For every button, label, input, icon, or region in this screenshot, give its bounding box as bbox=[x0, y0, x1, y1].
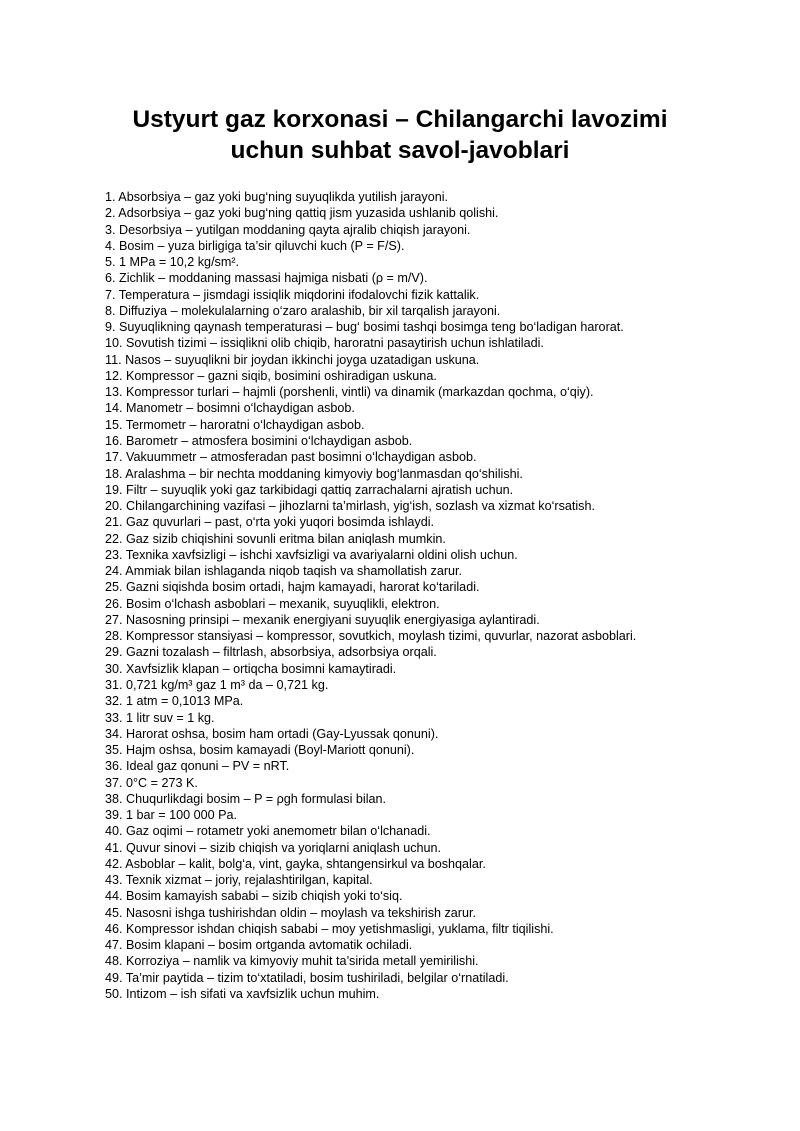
list-item: 46. Kompressor ishdan chiqish sababi – moy yetishmasligi, yuklama, filtr tiqilishi. bbox=[105, 921, 554, 936]
list-item: 37. 0°C = 273 K. bbox=[105, 775, 198, 790]
list-item: 24. Ammiak bilan ishlaganda niqob taqish va shamollatish zarur. bbox=[105, 564, 463, 579]
list-item: 35. Hajm oshsa, bosim kamayadi (Boyl-Mariott qonuni). bbox=[105, 743, 415, 758]
list-item: 40. Gaz oqimi – rotametr yoki anemometr bilan o‘lchanadi. bbox=[105, 824, 431, 839]
list-item: 7. Temperatura – jismdagi issiqlik miqdorini ifodalovchi fizik kattalik. bbox=[105, 287, 480, 302]
list-item: 26. Bosim o‘lchash asboblari – mexanik, suyuqlikli, elektron. bbox=[105, 596, 440, 611]
list-item: 50. Intizom – ish sifati va xavfsizlik uchun muhim. bbox=[105, 987, 380, 1002]
list-item: 9. Suyuqlikning qaynash temperaturasi – bug‘ bosimi tashqi bosimga teng bo‘ladigan harorat. bbox=[105, 320, 624, 335]
list-item: 1. Absorbsiya – gaz yoki bug‘ning suyuqlikda yutilish jarayoni. bbox=[105, 190, 449, 204]
list-item: 17. Vakuummetr – atmosferadan past bosimni o‘lchaydigan asbob. bbox=[105, 450, 477, 465]
list-item: 11. Nasos – suyuqlikni bir joydan ikkinchi joyga uzatadigan uskuna. bbox=[105, 352, 480, 367]
list-item: 20. Chilangarchining vazifasi – jihozlarni ta’mirlash, yig‘ish, sozlash va xizmat ko‘rsatish. bbox=[105, 499, 595, 514]
list-item: 16. Barometr – atmosfera bosimini o‘lchaydigan asbob. bbox=[105, 433, 413, 448]
list-item: 33. 1 litr suv = 1 kg. bbox=[105, 710, 215, 725]
list-item: 4. Bosim – yuza birligiga ta’sir qiluvchi kuch (P = F/S). bbox=[105, 238, 405, 253]
list-item: 47. Bosim klapani – bosim ortganda avtomatik ochiladi. bbox=[105, 938, 413, 953]
list-item: 31. 0,721 kg/m³ gaz 1 m³ da – 0,721 kg. bbox=[105, 677, 329, 692]
list-item: 25. Gazni siqishda bosim ortadi, hajm kamayadi, harorat ko‘tariladi. bbox=[105, 580, 480, 595]
list-item: 49. Ta’mir paytida – tizim to‘xtatiladi, bosim tushiriladi, belgilar o‘rnatiladi. bbox=[105, 970, 509, 985]
list-item: 15. Termometr – haroratni o‘lchaydigan asbob. bbox=[105, 417, 365, 432]
list-item: 29. Gazni tozalash – filtrlash, absorbsiya, adsorbsiya orqali. bbox=[105, 645, 437, 660]
page-title-line-2: uchun suhbat savol-javoblari bbox=[230, 137, 570, 164]
list-item: 5. 1 MPa = 10,2 kg/sm². bbox=[105, 255, 240, 270]
list-item: 13. Kompressor turlari – hajmli (porshenli, vintli) va dinamik (markazdan qochma, o‘qiy). bbox=[105, 385, 594, 400]
list-item: 39. 1 bar = 100 000 Pa. bbox=[105, 808, 237, 823]
list-item: 21. Gaz quvurlari – past, o‘rta yoki yuqori bosimda ishlaydi. bbox=[105, 515, 434, 530]
list-item: 28. Kompressor stansiyasi – kompressor, sovutkich, moylash tizimi, quvurlar, nazorat asboblari. bbox=[105, 629, 637, 644]
list-item: 41. Quvur sinovi – sizib chiqish va yoriqlarni aniqlash uchun. bbox=[105, 840, 442, 855]
list-item: 12. Kompressor – gazni siqib, bosimini oshiradigan uskuna. bbox=[105, 368, 437, 383]
list-item: 34. Harorat oshsa, bosim ham ortadi (Gay-Lyussak qonuni). bbox=[105, 726, 439, 741]
page-title bbox=[0, 104, 800, 166]
list-item: 44. Bosim kamayish sababi – sizib chiqish yoki to‘siq. bbox=[105, 889, 403, 904]
list-item: 6. Zichlik – moddaning massasi hajmiga nisbati (ρ = m/V). bbox=[105, 271, 428, 286]
list-item: 22. Gaz sizib chiqishini sovunli eritma bilan aniqlash mumkin. bbox=[105, 531, 446, 546]
list-item: 48. Korroziya – namlik va kimyoviy muhit ta’sirida metall yemirilishi. bbox=[105, 954, 479, 969]
list-item: 8. Diffuziya – molekulalarning o‘zaro aralashib, bir xil tarqalish jarayoni. bbox=[105, 303, 501, 318]
list-item: 3. Desorbsiya – yutilgan moddaning qayta ajralib chiqish jarayoni. bbox=[105, 222, 471, 237]
list-item: 42. Asboblar – kalit, bolg‘a, vint, gayka, shtangensirkul va boshqalar. bbox=[105, 856, 486, 871]
list-item: 36. Ideal gaz qonuni – PV = nRT. bbox=[105, 759, 290, 774]
list-item: 18. Aralashma – bir nechta moddaning kimyoviy bog‘lanmasdan qo‘shilishi. bbox=[105, 466, 523, 481]
list-item: 30. Xavfsizlik klapan – ortiqcha bosimni kamaytiradi. bbox=[105, 661, 397, 676]
list-item: 32. 1 atm = 0,1013 MPa. bbox=[105, 694, 244, 709]
question-answer-list bbox=[105, 189, 795, 1002]
list-item: 27. Nasosning prinsipi – mexanik energiyani suyuqlik energiyasiga aylantiradi. bbox=[105, 612, 540, 627]
page-title-line-1: Ustyurt gaz korxonasi – Chilangarchi lavozimi bbox=[132, 106, 668, 133]
list-item: 43. Texnik xizmat – joriy, rejalashtirilgan, kapital. bbox=[105, 873, 373, 888]
list-item: 2. Adsorbsiya – gaz yoki bug‘ning qattiq jism yuzasida ushlanib qolishi. bbox=[105, 206, 499, 221]
list-item: 10. Sovutish tizimi – issiqlikni olib chiqib, haroratni pasaytirish uchun ishlatiladi. bbox=[105, 336, 544, 351]
list-item: 19. Filtr – suyuqlik yoki gaz tarkibidagi qattiq zarrachalarni ajratish uchun. bbox=[105, 482, 514, 497]
list-item: 14. Manometr – bosimni o‘lchaydigan asbob. bbox=[105, 401, 355, 416]
list-item: 38. Chuqurlikdagi bosim – P = ρgh formulasi bilan. bbox=[105, 791, 386, 806]
list-item: 45. Nasosni ishga tushirishdan oldin – moylash va tekshirish zarur. bbox=[105, 905, 477, 920]
list-item: 23. Texnika xavfsizligi – ishchi xavfsizligi va avariyalarni oldini olish uchun. bbox=[105, 547, 518, 562]
